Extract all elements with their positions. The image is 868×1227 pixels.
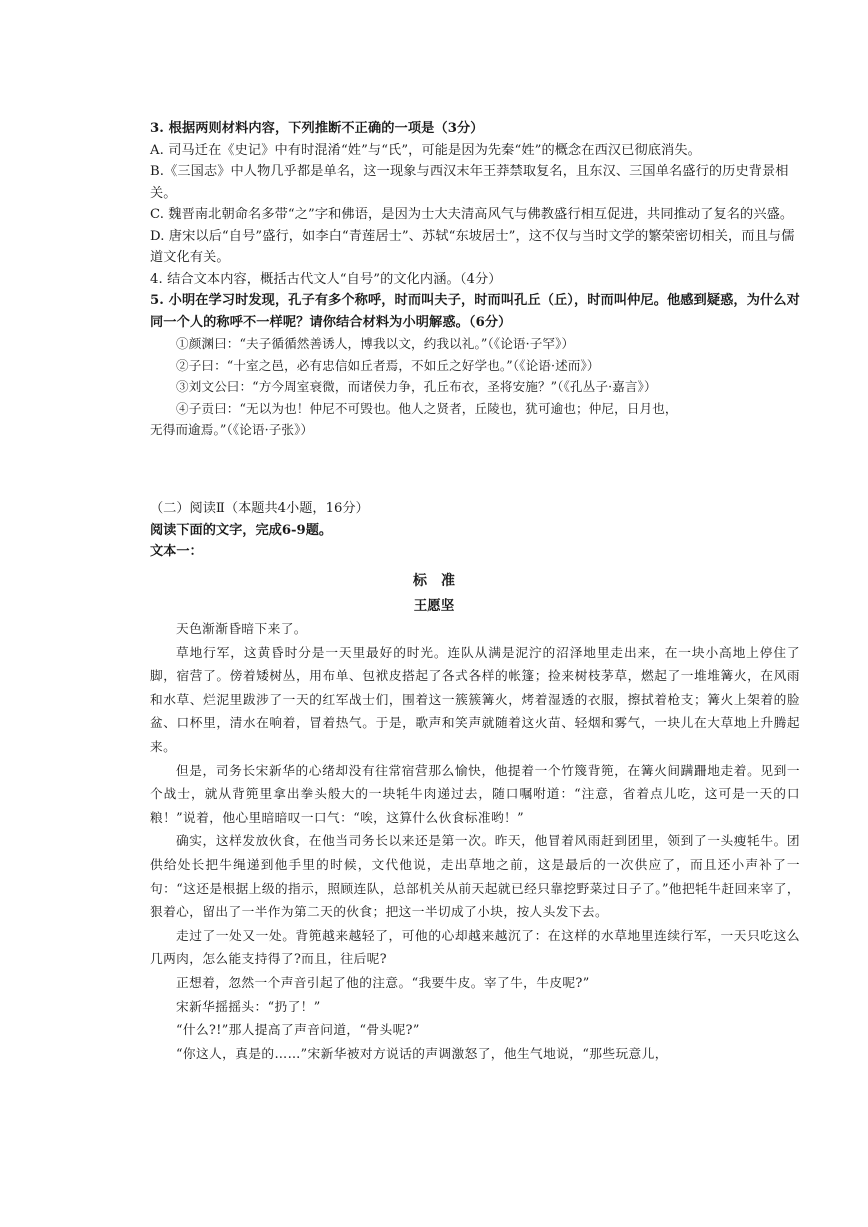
question-3-option-b: B.《三国志》中人物几乎都是单名，这一现象与西汉末年王莽禁取复名，且东汉、三国单名盛行的历史背景相关。: [150, 164, 789, 201]
citation-3: ③刘文公曰：“方今周室衰微，而诸侯力争，孔丘布衣，圣将安施？”（《孔丛子·嘉言》）: [176, 379, 657, 394]
citation-4-continued: 无得而逾焉。”（《论语·子张》）: [150, 422, 314, 437]
story-paragraph: 但是，司务长宋新华的心绪却没有往常宿营那么愉快，他提着一个竹篾背篼，在篝火间蹒跚地走着。见到一个战士，就从背篼里拿出拳头般大的一块牦牛肉递过去，随口嘱咐道：“注意，省着点儿吃，这可是一天的口粮！”说着，他心里暗暗叹一口气：“唉，这算什么伙食标准哟！”: [150, 762, 800, 825]
story-paragraph: 宋新华摇摇头：“扔了！”: [176, 998, 321, 1014]
citation-2: ②子曰：“十室之邑，必有忠信如丘者焉，不如丘之好学也。”（《论语·述而》）: [176, 357, 600, 373]
story-paragraph: 天色渐渐昏暗下来了。: [176, 621, 307, 636]
story-paragraph: 正想着，忽然一个声音引起了他的注意。“我要牛皮。宰了牛，牛皮呢?”: [176, 974, 590, 990]
story-paragraph: “你这人，真是的……”宋新华被对方说话的声调激怒了，他生气地说，“那些玩意儿，: [176, 1045, 668, 1061]
story-paragraph: 走过了一处又一处。背篼越来越轻了，可他的心却越来越沉了：在这样的水草地里连续行军，一天只吃这么几两肉，怎么能支持得了?而且，往后呢?: [150, 927, 800, 967]
text-label: 文本一：: [150, 544, 203, 559]
question-3-option-d: D. 唐宋以后“自号”盛行，如李白“青莲居士”、苏轼“东坡居士”，这不仅与当时文学的繁荣密切相关，而且与儒道文化有关。: [150, 228, 795, 265]
story-paragraph: “什么?!”那人提高了声音问道，“骨头呢?”: [176, 1022, 420, 1038]
section-2-header: [150, 498, 800, 563]
story-paragraph: 确实，这样发放伙食，在他当司务长以来还是第一次。昨天，他冒着风雨赶到团里，领到了一头瘦牦牛。团供给处长把牛绳递到他手里的时候，文代他说，走出草地之前，这是最后的一次供应了，而且还小声补了一句：“这还是根据上级的指示，照顾连队，总部机关从前天起就已经只靠挖野菜过日子了。”他把牦牛赶回来宰了，狠着心，留出了一半作为第二天的伙食；把这一半切成了小块，按人头发下去。: [150, 833, 800, 920]
story-author: 王愿坚: [413, 598, 455, 614]
question-3-option-a: A. 司马迁在《史记》中有时混淆“姓”与“氏”，可能是因为先秦“姓”的概念在西汉已彻底消失。: [150, 142, 701, 158]
section-instruction: 阅读下面的文字，完成6-9题。: [150, 522, 333, 538]
story-paragraph: 草地行军，这黄昏时分是一天里最好的时光。连队从满是泥泞的沼泽地里走出来，在一块小高地上停住了脚，宿营了。傍着矮树丛，用布单、包袱皮搭起了各式各样的帐篷；捡来树枝茅草，燃起了一堆堆篝火，在风雨和水草、烂泥里跋涉了一天的红军战士们，围着这一簇簇篝火，烤着湿透的衣服，擦拭着枪支；篝火上架着的脸盆、口杯里，清水在响着，冒着热气。于是，歌声和笑声就随着这火苗、轻烟和雾气，一块儿在大草地上升腾起来。: [150, 644, 800, 754]
story-title: 标 准: [413, 573, 455, 589]
section-heading: （二）阅读Ⅱ（本题共4小题，16分）: [150, 501, 369, 516]
question-3-stem: 3. 根据两则材料内容，下列推断不正确的一项是（3分）: [150, 121, 484, 136]
question-5-stem: 5. 小明在学习时发现，孔子有多个称呼，时而叫夫子，时而叫孔丘（丘），时而叫仲尼。他感到疑惑，为什么对同一个人的称呼不一样呢？请你结合材料为小明解惑。（6分）: [150, 293, 800, 330]
story-body: [150, 617, 800, 1065]
question-4-stem: 4. 结合文本内容，概括古代文人“自号”的文化内涵。（4分）: [150, 271, 502, 287]
question-block: [150, 118, 800, 441]
question-3-option-c: C. 魏晋南北朝命名多带“之”字和佛语，是因为士大夫清高风气与佛教盛行相互促进，共同推动了复名的兴盛。: [150, 207, 794, 222]
citation-4: ④子贡曰：“无以为也！仲尼不可毁也。他人之贤者，丘陵也，犹可逾也；仲尼，日月也，: [176, 400, 678, 416]
citation-1: ①颜渊曰：“夫子循循然善诱人，博我以文，约我以礼。”（《论语·子罕》）: [176, 336, 575, 351]
